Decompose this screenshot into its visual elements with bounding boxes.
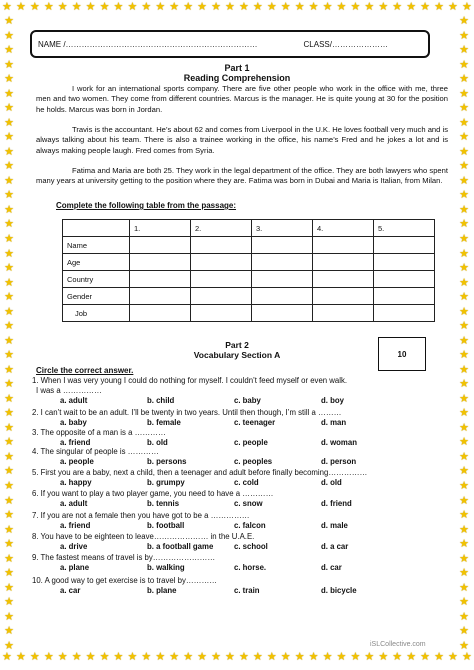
star-icon: ★ xyxy=(4,378,14,391)
star-icon: ★ xyxy=(99,1,110,13)
star-icon: ★ xyxy=(459,378,469,391)
question-text: 7. If you are not a female then you have got to be a …………… xyxy=(32,511,250,520)
star-icon: ★ xyxy=(99,651,110,663)
star-icon: ★ xyxy=(364,651,375,663)
paragraph-1: I work for an international sports company. There are five other people who work in the office with me, three men and two women. They come from different countries. Marcus is the manager. He is quite young at 30 for the position he holds. Marcus was born in Jordan. xyxy=(36,84,448,114)
answer-option[interactable]: b. a football game xyxy=(147,542,214,551)
star-icon: ★ xyxy=(459,567,469,580)
column-header: 1. xyxy=(130,220,191,237)
star-icon: ★ xyxy=(29,1,40,13)
answer-cell[interactable] xyxy=(374,237,435,254)
star-icon: ★ xyxy=(459,160,469,173)
answer-option[interactable]: d. woman xyxy=(321,438,357,447)
star-icon: ★ xyxy=(252,651,263,663)
answer-cell[interactable] xyxy=(313,237,374,254)
star-icon: ★ xyxy=(2,1,12,13)
table-row xyxy=(63,237,435,254)
answer-cell[interactable] xyxy=(374,254,435,271)
star-icon: ★ xyxy=(4,538,14,551)
answer-cell[interactable] xyxy=(191,237,252,254)
star-icon: ★ xyxy=(2,651,12,663)
answer-option[interactable]: b. old xyxy=(147,438,168,447)
star-icon: ★ xyxy=(392,1,403,13)
star-icon: ★ xyxy=(322,1,333,13)
star-icon: ★ xyxy=(4,218,14,231)
question-text: 5. First you are a baby, next a child, then a teenager and adult before finally becoming…………… xyxy=(32,468,368,477)
table-row xyxy=(63,305,435,322)
star-icon: ★ xyxy=(459,392,469,405)
star-icon: ★ xyxy=(350,1,361,13)
star-icon: ★ xyxy=(4,523,14,536)
class-field[interactable]: CLASS/………………… xyxy=(303,39,388,49)
star-icon: ★ xyxy=(4,596,14,609)
answer-cell[interactable] xyxy=(252,288,313,305)
star-icon: ★ xyxy=(4,29,14,42)
star-icon: ★ xyxy=(155,1,166,13)
answer-option[interactable]: b. plane xyxy=(147,586,177,595)
question-text: 1. When I was very young I could do nothing for myself. I couldn’t feed myself or even walk. xyxy=(32,376,348,385)
star-icon: ★ xyxy=(85,1,96,13)
star-icon: ★ xyxy=(336,651,347,663)
answer-options xyxy=(60,478,408,487)
star-icon: ★ xyxy=(57,1,68,13)
answer-option[interactable]: b. child xyxy=(147,396,175,405)
answer-option[interactable]: c. snow xyxy=(234,499,263,508)
answer-cell[interactable] xyxy=(191,271,252,288)
star-icon: ★ xyxy=(459,262,469,275)
answer-option[interactable]: d. boy xyxy=(321,396,344,405)
answer-cell[interactable] xyxy=(252,305,313,322)
star-icon: ★ xyxy=(420,651,430,663)
star-icon: ★ xyxy=(4,203,14,216)
answer-option[interactable]: c. horse. xyxy=(234,563,267,572)
star-icon: ★ xyxy=(4,465,14,478)
star-icon: ★ xyxy=(4,291,14,304)
star-icon: ★ xyxy=(459,494,469,507)
star-icon: ★ xyxy=(280,651,291,663)
answer-option[interactable]: d. old xyxy=(321,478,342,487)
star-icon: ★ xyxy=(127,651,138,663)
star-icon: ★ xyxy=(4,15,14,27)
answer-option[interactable]: b. grumpy xyxy=(147,478,185,487)
answer-option[interactable]: b. football xyxy=(147,521,185,530)
star-icon: ★ xyxy=(459,538,469,551)
star-icon: ★ xyxy=(448,651,458,663)
star-icon: ★ xyxy=(4,363,14,376)
star-icon: ★ xyxy=(4,247,14,260)
star-icon: ★ xyxy=(459,523,469,536)
star-icon: ★ xyxy=(459,596,469,609)
star-icon: ★ xyxy=(266,651,277,663)
star-icon: ★ xyxy=(4,160,14,173)
star-icon: ★ xyxy=(378,1,389,13)
star-icon: ★ xyxy=(459,102,469,115)
star-icon: ★ xyxy=(4,73,14,86)
star-border-right xyxy=(457,16,471,652)
part2-subtitle: Vocabulary Section A xyxy=(193,350,281,360)
star-icon: ★ xyxy=(459,407,469,420)
star-icon: ★ xyxy=(155,651,166,663)
answer-option[interactable]: c. teenager xyxy=(234,418,276,427)
question-text-continued: I was a …………… xyxy=(36,386,102,395)
answer-option[interactable]: b. tennis xyxy=(147,499,180,508)
name-class-box xyxy=(30,30,430,58)
star-icon: ★ xyxy=(392,651,403,663)
star-icon: ★ xyxy=(4,116,14,129)
star-icon: ★ xyxy=(308,651,319,663)
table-header-row xyxy=(63,220,435,237)
answer-option[interactable]: d. a car xyxy=(321,542,349,551)
answer-options xyxy=(60,418,408,427)
answer-cell[interactable] xyxy=(130,237,191,254)
star-icon: ★ xyxy=(4,625,14,638)
answer-cell[interactable] xyxy=(313,254,374,271)
star-icon: ★ xyxy=(434,651,444,663)
star-icon: ★ xyxy=(183,1,194,13)
star-icon: ★ xyxy=(459,44,469,57)
answer-option[interactable]: c. baby xyxy=(234,396,261,405)
answer-cell[interactable] xyxy=(313,305,374,322)
star-icon: ★ xyxy=(459,131,469,144)
star-icon: ★ xyxy=(113,651,124,663)
answer-option[interactable]: a. happy xyxy=(60,478,92,487)
answer-option[interactable]: b. female xyxy=(147,418,181,427)
star-icon: ★ xyxy=(57,651,68,663)
star-icon: ★ xyxy=(141,1,152,13)
answer-options xyxy=(60,457,408,466)
answer-table xyxy=(62,219,435,322)
part1-subtitle: Reading Comprehension xyxy=(183,73,291,83)
table-row xyxy=(63,271,435,288)
star-icon: ★ xyxy=(197,1,207,13)
star-icon: ★ xyxy=(448,1,458,13)
star-icon: ★ xyxy=(4,131,14,144)
answer-cell[interactable] xyxy=(130,288,191,305)
star-icon: ★ xyxy=(294,1,305,13)
star-icon: ★ xyxy=(459,87,469,100)
star-icon: ★ xyxy=(459,145,469,158)
answer-option[interactable]: d. friend xyxy=(321,499,352,508)
answer-cell[interactable] xyxy=(313,271,374,288)
answer-option[interactable]: a. friend xyxy=(60,438,91,447)
answer-options xyxy=(60,499,408,508)
star-icon: ★ xyxy=(211,651,221,663)
star-icon: ★ xyxy=(336,1,347,13)
answer-option[interactable]: a. adult xyxy=(60,499,88,508)
question-text: 8. You have to be eighteen to leave………………… in the U.A.E. xyxy=(32,532,255,541)
row-label: Name xyxy=(63,237,130,254)
star-icon: ★ xyxy=(4,436,14,449)
answer-option[interactable]: c. school xyxy=(234,542,268,551)
star-icon: ★ xyxy=(459,58,469,71)
star-icon: ★ xyxy=(406,651,417,663)
answer-cell[interactable] xyxy=(313,288,374,305)
answer-cell[interactable] xyxy=(191,305,252,322)
answer-option[interactable]: c. people xyxy=(234,438,268,447)
star-icon: ★ xyxy=(459,320,469,333)
question-text: 4. The singular of people is ………… xyxy=(32,447,159,456)
answer-cell[interactable] xyxy=(374,271,435,288)
star-icon: ★ xyxy=(459,509,469,522)
part2-title: Part 2 xyxy=(225,340,249,350)
answer-options xyxy=(60,586,408,595)
star-icon: ★ xyxy=(4,262,14,275)
star-icon: ★ xyxy=(15,651,26,663)
answer-options xyxy=(60,438,408,447)
star-icon: ★ xyxy=(4,450,14,463)
star-icon: ★ xyxy=(4,552,14,565)
answer-cell[interactable] xyxy=(374,305,435,322)
answer-option[interactable]: c. peoples xyxy=(234,457,273,466)
question-text: 9. The fastest means of travel is by…………………… xyxy=(32,553,216,562)
star-icon: ★ xyxy=(4,145,14,158)
star-icon: ★ xyxy=(169,651,180,663)
row-label: Age xyxy=(63,254,130,271)
table-corner xyxy=(63,220,130,237)
star-icon: ★ xyxy=(4,189,14,202)
answer-cell[interactable] xyxy=(130,271,191,288)
star-icon: ★ xyxy=(4,480,14,492)
star-icon: ★ xyxy=(4,44,14,57)
answer-options xyxy=(60,542,408,551)
star-icon: ★ xyxy=(4,58,14,71)
star-icon: ★ xyxy=(71,1,82,13)
star-icon: ★ xyxy=(459,480,469,492)
star-icon: ★ xyxy=(350,651,361,663)
answer-options xyxy=(60,521,408,530)
star-icon: ★ xyxy=(420,1,430,13)
star-border-left xyxy=(2,16,16,652)
answer-cell[interactable] xyxy=(130,305,191,322)
star-icon: ★ xyxy=(308,1,319,13)
star-icon: ★ xyxy=(459,363,469,376)
answer-option[interactable]: d. man xyxy=(321,418,347,427)
paragraph-2: Travis is the accountant. He’s about 62 and comes from Liverpool in the U.K. He loves football very much and is always talking about his team. There is also a trainee working in the office, his name’s Fred and he jokes a lot and is always making people laugh. Fred comes from Syria. xyxy=(36,125,448,155)
star-icon: ★ xyxy=(461,1,472,13)
star-icon: ★ xyxy=(4,581,14,594)
star-icon: ★ xyxy=(459,581,469,594)
star-icon: ★ xyxy=(459,174,469,187)
star-icon: ★ xyxy=(4,610,14,623)
answer-option[interactable]: d. male xyxy=(321,521,348,530)
column-header: 3. xyxy=(252,220,313,237)
answer-cell[interactable] xyxy=(374,288,435,305)
answer-options xyxy=(60,396,408,405)
star-icon: ★ xyxy=(459,189,469,202)
star-icon: ★ xyxy=(459,639,469,652)
star-icon: ★ xyxy=(459,625,469,638)
star-icon: ★ xyxy=(4,494,14,507)
answer-option[interactable]: c. falcon xyxy=(234,521,266,530)
answer-option[interactable]: c. train xyxy=(234,586,260,595)
column-header: 4. xyxy=(313,220,374,237)
star-icon: ★ xyxy=(238,651,249,663)
star-icon: ★ xyxy=(211,1,221,13)
answer-option[interactable]: a. plane xyxy=(60,563,90,572)
star-icon: ★ xyxy=(459,552,469,565)
score-box: 10 xyxy=(378,337,426,371)
star-icon: ★ xyxy=(113,1,124,13)
star-icon: ★ xyxy=(4,174,14,187)
star-icon: ★ xyxy=(4,421,14,434)
star-icon: ★ xyxy=(4,567,14,580)
star-icon: ★ xyxy=(43,651,54,663)
star-icon: ★ xyxy=(434,1,444,13)
star-border-bottom xyxy=(0,652,474,666)
star-icon: ★ xyxy=(4,639,14,652)
row-label: Job xyxy=(63,305,130,322)
star-icon: ★ xyxy=(406,1,417,13)
star-border-top xyxy=(0,2,474,16)
answer-option[interactable]: c. cold xyxy=(234,478,259,487)
star-icon: ★ xyxy=(294,651,305,663)
star-icon: ★ xyxy=(459,334,469,347)
answer-option[interactable]: a. friend xyxy=(60,521,91,530)
answer-cell[interactable] xyxy=(130,254,191,271)
row-label: Country xyxy=(63,271,130,288)
star-icon: ★ xyxy=(4,392,14,405)
answer-option[interactable]: a. drive xyxy=(60,542,88,551)
star-icon: ★ xyxy=(4,349,14,362)
answer-option[interactable]: d. bicycle xyxy=(321,586,357,595)
answer-cell[interactable] xyxy=(191,288,252,305)
column-header: 5. xyxy=(374,220,435,237)
star-icon: ★ xyxy=(459,203,469,216)
question-text: 3. The opposite of a man is a ………… xyxy=(32,428,166,437)
star-icon: ★ xyxy=(4,276,14,289)
star-icon: ★ xyxy=(4,407,14,420)
star-icon: ★ xyxy=(459,610,469,623)
answer-option[interactable]: d. car xyxy=(321,563,342,572)
star-icon: ★ xyxy=(459,305,469,318)
star-icon: ★ xyxy=(459,450,469,463)
star-icon: ★ xyxy=(127,1,138,13)
star-icon: ★ xyxy=(29,651,40,663)
star-icon: ★ xyxy=(459,247,469,260)
star-icon: ★ xyxy=(459,116,469,129)
answer-option[interactable]: d. person xyxy=(321,457,357,466)
star-icon: ★ xyxy=(459,29,469,42)
answer-cell[interactable] xyxy=(252,254,313,271)
star-icon: ★ xyxy=(4,87,14,100)
question-text: 10. A good way to get exercise is to travel by………… xyxy=(32,576,218,585)
star-icon: ★ xyxy=(238,1,249,13)
star-icon: ★ xyxy=(322,651,333,663)
star-icon: ★ xyxy=(4,102,14,115)
star-icon: ★ xyxy=(459,291,469,304)
star-icon: ★ xyxy=(4,509,14,522)
star-icon: ★ xyxy=(459,465,469,478)
star-icon: ★ xyxy=(225,1,235,13)
star-icon: ★ xyxy=(169,1,180,13)
star-icon: ★ xyxy=(459,276,469,289)
row-label: Gender xyxy=(63,288,130,305)
star-icon: ★ xyxy=(15,1,26,13)
star-icon: ★ xyxy=(183,651,194,663)
star-icon: ★ xyxy=(43,1,54,13)
answer-option[interactable]: a. people xyxy=(60,457,94,466)
name-field[interactable]: NAME /……………………………………………………………… xyxy=(38,39,258,49)
star-icon: ★ xyxy=(4,334,14,347)
column-header: 2. xyxy=(191,220,252,237)
star-icon: ★ xyxy=(459,421,469,434)
star-icon: ★ xyxy=(225,651,235,663)
star-icon: ★ xyxy=(252,1,263,13)
star-icon: ★ xyxy=(459,232,469,245)
table-row xyxy=(63,288,435,305)
part1-title: Part 1 xyxy=(224,63,250,73)
answer-cell[interactable] xyxy=(191,254,252,271)
answer-option[interactable]: b. persons xyxy=(147,457,187,466)
vocab-instruction: Circle the correct answer. xyxy=(36,366,134,375)
answer-option[interactable]: a. car xyxy=(60,586,81,595)
footer-watermark: iSLCollective.com xyxy=(370,641,426,648)
star-icon: ★ xyxy=(364,1,375,13)
star-icon: ★ xyxy=(459,349,469,362)
star-icon: ★ xyxy=(197,651,207,663)
answer-option[interactable]: b. walking xyxy=(147,563,185,572)
star-icon: ★ xyxy=(71,651,82,663)
answer-option[interactable]: a. adult xyxy=(60,396,88,405)
paragraph-3: Fatima and Maria are both 25. They work in the legal department of the office. They are both lawyers who spent many years at university getting to the position where they are. Fatima was born in Dubai and Maria is Italian, from Milan. xyxy=(36,166,448,186)
star-icon: ★ xyxy=(85,651,96,663)
answer-option[interactable]: a. baby xyxy=(60,418,87,427)
answer-cell[interactable] xyxy=(252,271,313,288)
star-icon: ★ xyxy=(459,73,469,86)
star-icon: ★ xyxy=(459,15,469,27)
star-icon: ★ xyxy=(459,218,469,231)
table-row xyxy=(63,254,435,271)
star-icon: ★ xyxy=(4,320,14,333)
question-text: 2. I can’t wait to be an adult. I’ll be twenty in two years. Until then though, I’m still a ……… xyxy=(32,408,342,417)
star-icon: ★ xyxy=(4,305,14,318)
star-icon: ★ xyxy=(141,651,152,663)
star-icon: ★ xyxy=(459,436,469,449)
table-instruction: Complete the following table from the passage: xyxy=(56,201,237,210)
star-icon: ★ xyxy=(280,1,291,13)
answer-cell[interactable] xyxy=(252,237,313,254)
answer-options xyxy=(60,563,408,572)
star-icon: ★ xyxy=(378,651,389,663)
star-icon: ★ xyxy=(266,1,277,13)
star-icon: ★ xyxy=(4,232,14,245)
star-icon: ★ xyxy=(461,651,472,663)
question-text: 6. If you want to play a two player game, you need to have a ………… xyxy=(32,489,274,498)
